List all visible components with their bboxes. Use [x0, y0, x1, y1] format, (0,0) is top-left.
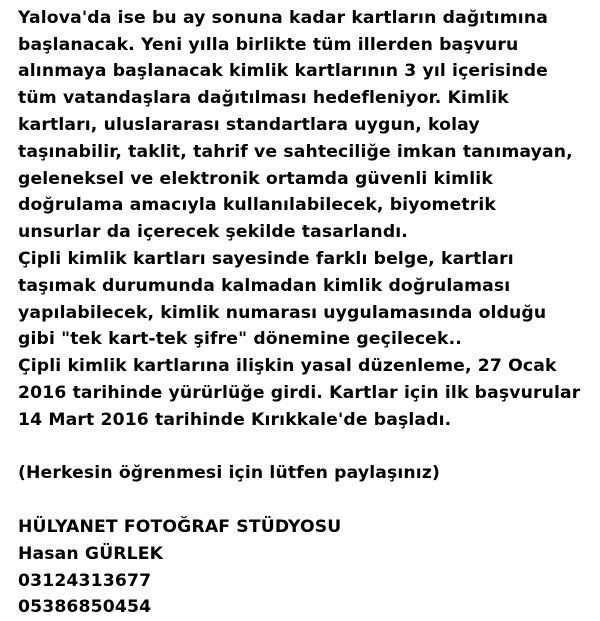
paragraph-2-line: yapılabilecek, kimlik numarası uygulamasında olduğu	[18, 302, 547, 323]
paragraph-3-line: Çipli kimlik kartlarına ilişkin yasal düzenleme, 27 Ocak	[18, 356, 557, 377]
person-name: Hasan GÜRLEK	[18, 543, 164, 564]
paragraph-1-line: kartları, uluslararası standartlara uygun, kolay	[18, 114, 480, 135]
paragraph-1-line: alınmaya başlanacak kimlik kartlarının 3 yıl içerisinde	[18, 61, 548, 82]
phone-number-1[interactable]: 03124313677	[18, 570, 152, 591]
paragraph-2-line: Çipli kimlik kartları sayesinde farklı belge, kartları	[18, 248, 514, 269]
paragraph-3-line: 14 Mart 2016 tarihinde Kırıkkale'de başladı.	[18, 409, 452, 430]
paragraph-1-line: unsurlar da içerecek şekilde tasarlandı.	[18, 222, 408, 243]
paragraph-3-line: 2016 tarihinde yürürlüğe girdi. Kartlar için ilk başvurular	[18, 382, 581, 403]
paragraph-1-line: Yalova'da ise bu ay sonuna kadar kartların dağıtımına	[18, 7, 548, 28]
blank-line	[18, 487, 588, 514]
paragraph-1-line: taşınabilir, taklit, tahrif ve sahteciliğe imkan tanımayan,	[18, 141, 573, 162]
phone-number-2[interactable]: 05386850454	[18, 597, 152, 618]
share-note: (Herkesin öğrenmesi için lütfen paylaşınız)	[18, 463, 441, 484]
paragraph-1-line: tüm vatandaşlara dağıtılması hedefleniyor. Kimlik	[18, 88, 509, 109]
paragraph-2-line: gibi "tek kart-tek şifre" dönemine geçilecek..	[18, 329, 462, 350]
paragraph-2-line: taşımak durumunda kalmadan kimlik doğrulaması	[18, 275, 511, 296]
paragraph-1-line: başlanacak. Yeni yılla birlikte tüm illerden başvuru	[18, 34, 519, 55]
post-text-body	[18, 0, 588, 621]
paragraph-1-line: doğrulama amacıyla kullanılabilecek, biyometrik	[18, 195, 497, 216]
studio-name: HÜLYANET FOTOĞRAF STÜDYOSU	[18, 516, 342, 537]
blank-line	[18, 434, 588, 461]
paragraph-1-line: geleneksel ve elektronik ortamda güvenli kimlik	[18, 168, 493, 189]
